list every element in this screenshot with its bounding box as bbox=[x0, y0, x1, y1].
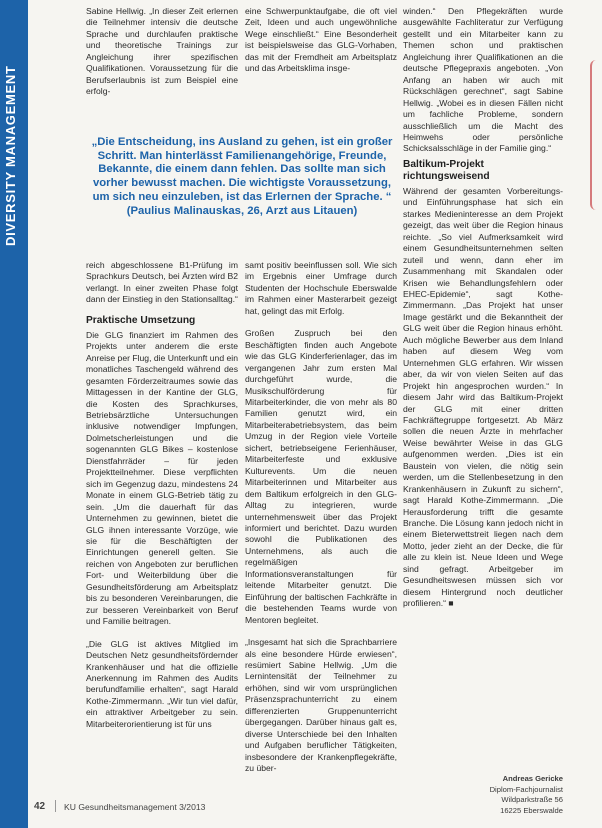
quote-text: „Die Entscheidung, ins Ausland zu gehen, ist ein großer Schritt. Man hinterlässt Familienangehörige, Freunde, Bekannte, die einem dann fehlen. Das sollte man sich vorher bewusst machen. Die wichtigste Voraussetzung, um sich neu einzuleben, ist das Erlernen der Sprache. “ bbox=[91, 136, 393, 203]
page-footer bbox=[28, 798, 588, 818]
column-3 bbox=[403, 6, 563, 770]
quote-author: (Paulius Malinauskas, 26, Arzt aus Litauen) bbox=[126, 204, 358, 217]
publication-name: KU Gesundheitsmanagement 3/2013 bbox=[64, 802, 206, 812]
paragraph: eine Schwerpunktaufgabe, die oft viel Zeit, Ideen und auch ungewöhnliche Wege einschließt.“ Eine Besonderheit ist beispielsweise das GLG-Vorhaben, das mit der Fremdheit am Arbeitsplatz und das Arbeitsklima insge- bbox=[245, 6, 397, 74]
page-number: 42 bbox=[34, 801, 46, 812]
author-name: Andreas Gericke bbox=[502, 774, 563, 783]
subheading: Baltikum-Projekt richtungsweisend bbox=[403, 158, 490, 182]
edge-decoration bbox=[590, 60, 600, 210]
column-1-bottom bbox=[86, 260, 238, 812]
paragraph: Die GLG finanziert im Rahmen des Projekts unter anderem die erste Anreise per Flug, die Unterkunft und ein monatliches Taschengeld während des gesamten Förderzeitraumes sowie das Mittagessen in der Kantine der GLG, die Kosten des Sprachkurses, Betriebsärztliche Untersuchungen inklusive notwendiger Impfungen, Dolmetscherleistungen und die sogenannten GLG Bikes – kostenlose Dienstfahrräder – für jeden Projektteilnehmer. Diese verpflichten sich im Gegenzug dazu, mindestens 24 Monate in einem GLG-Betrieb tätig zu sein. „Um die dauerhaft für das Unternehmen zu gewinnen, bietet die GLG ihnen interessante Vorzüge, wie sie für die Beschäftigten der Einrichtungen generell gelten. Sie reichen von Angeboten zur beruflichen Fort- und Weiterbildung über die Gesundheitsförderung am Arbeitsplatz bis zu besonderen Vereinbarungen, die zur besseren Vereinbarkeit von Beruf und Familie beitragen. bbox=[86, 329, 238, 627]
footer-divider bbox=[55, 800, 56, 812]
paragraph: „Die GLG ist aktives Mitglied im Deutschen Netz gesundheitsfördernder Krankenhäuser und hat die offizielle Anerkennung im Rahmen des Audits berufundfamilie erhalten“, sagt Harald Kothe-Zimmermann. „Wir tun viel dafür, ein attraktiver Arbeitgeber zu sein. Mitarbeiterorientierung ist für uns bbox=[86, 638, 238, 729]
pull-quote bbox=[88, 136, 396, 218]
paragraph: winden.“ Den Pflegekräften wurde ausgewählte Fachliteratur zur Verfügung gestellt und ein Mitarbeiter kann zu Themen schon und praktischen Angleichung ihrer Qualifikationen an die deutsche Pflegepraxis angeboten. „Von Anfang an haben wir auch mit Rückschlägen gerechnet“, sagt Sabine Hellwig. „Wobei es in diesen Fällen nicht um fachliche Probleme, sondern ausschließlich um die Macht des Heimwehs oder persönliche Schicksalsschläge in der Familie ging.“ bbox=[403, 6, 563, 154]
subheading: Praktische Umsetzung bbox=[86, 314, 196, 326]
author-city: 16225 Eberswalde bbox=[500, 805, 563, 815]
section-label: DIVERSITY MANAGEMENT bbox=[3, 65, 18, 246]
column-2-bottom bbox=[245, 260, 397, 812]
author-role: Diplom-Fachjournalist bbox=[489, 784, 563, 794]
sidebar-band bbox=[0, 0, 28, 828]
paragraph: reich abgeschlossene B1-Prüfung im Sprachkurs Deutsch, bei Ärzten wird B2 verlangt. In einer zweiten Phase folgt dann der Einstieg in den Stationsalltag.“ bbox=[86, 260, 238, 305]
column-2-top bbox=[245, 6, 397, 128]
paragraph: Sabine Hellwig. „In dieser Zeit erlernen die Teilnehmer intensiv die deutsche Sprache und durchlaufen praktische und theoretische Trainings zur Angleichung ihrer spezifischen Qualifikationen. Voraussetzung für die Berufserlaubnis ist zum Beispiel eine erfolg- bbox=[86, 6, 238, 97]
paragraph: samt positiv beeinflussen soll. Wie sich im Ergebnis einer Umfrage durch Studenten der Hochschule Eberswalde im Rahmen einer Masterarbeit gezeigt hat, gelingt das mit Erfolg. bbox=[245, 260, 397, 316]
paragraph: Während der gesamten Vorbereitungs- und Einführungsphase hat sich ein starkes Medieninteresse an dem Projekt gezeigt, das weit über die Region hinaus reichte. „So viel Aufmerksamkeit wird einem Gesundheitsunternehmen selten zuteil und wenn, dann eher im Zusammenhang mit Skandalen oder Krisen wie Behandlungsfehlern oder EHEC-Epidemie“, sagt Kothe-Zimmermann. „Das Projekt hat unser Image gestärkt und die Bekanntheit der GLG weit über die Region hinaus erhöht. Auch mögliche Bewerber aus dem Inland haben auf diesem Weg vom Unternehmen GLG erfahren. Wir wissen aber, da wir von vielen Seiten auf das Projekt hin angesprochen wurden.“ In diesem Jahr wird das Baltikum-Projekt der GLG mit einer dritten Fachkräftegruppe fortgesetzt. Ab März sollen die neuen Ärzte in mehrfacher Weise bewährter Weise in das GLG aufgenommen werden. „Dies ist ein Baustein von vielen, die nötig sein werden, um die Stellenbesetzung in den Krankenhäusern in Zukunft zu sichern“, sagt Harald Kothe-Zimmermann. „Die Herausforderung trifft die gesamte Branche. Die Lösung kann jedoch nicht in einem Bieterwettstreit liegen nach dem Motto, jeder zieht an der Decke, die für alle zu klein ist. Neue Ideen und Wege sind gefragt. Arbeitgeber im Gesundheitswesen müssen sich vor diesem Hintergrund noch deutlicher profilieren.“ ■ bbox=[403, 185, 563, 609]
author-street: Wildparkstraße 56 bbox=[501, 795, 563, 804]
paragraph: „Insgesamt hat sich die Sprachbarriere als eine besondere Hürde erwiesen“, resümiert Sabine Hellwig. „Um die Lernintensität der Teilnehmer zu erhöhen, sind wir vom ursprünglichen Präsenzsprachunterricht zu einem differenzierten Gruppenunterricht übergegangen. Darüber hinaus galt es, diverse Unterschiede bei den Inhalten und Aufgaben beruflicher Tätigkeiten, insbesondere der Krankenpflegekräfte, zu über- bbox=[245, 637, 397, 774]
column-1-top bbox=[86, 6, 238, 128]
paragraph: Großen Zuspruch bei den Beschäftigten finden auch Angebote wie das GLG Kinderferienlager, das im vergangenen Jahr zum ersten Mal durchgeführt wurde, die Musikschulförderung für Mitarbeiterkinder, die von mehr als 80 Familien genutzt wird, ein Mitarbeiterabetriebsystem, das beim Umzug in der Region viele Vorteile sichert, betriebseigene Ferienhäuser, Mitarbeiterfeste und exklusive Kulturevents. Um die neuen Mitarbeiterinnen und Mitarbeiter aus dem Baltikum erfolgreich in den GLG-Alltag zu integrieren, wurde unternehmensweit über das Projekt informiert und berichtet. Dazu wurden sowohl die Publikationen des Unternehmens, als auch die regelmäßigen Informationsveranstaltungen für leitende Mitarbeiter genutzt. Die Einführung der baltischen Fachkräfte in die bestehenden Teams wurde von Mentoren begleitet. bbox=[245, 328, 397, 625]
